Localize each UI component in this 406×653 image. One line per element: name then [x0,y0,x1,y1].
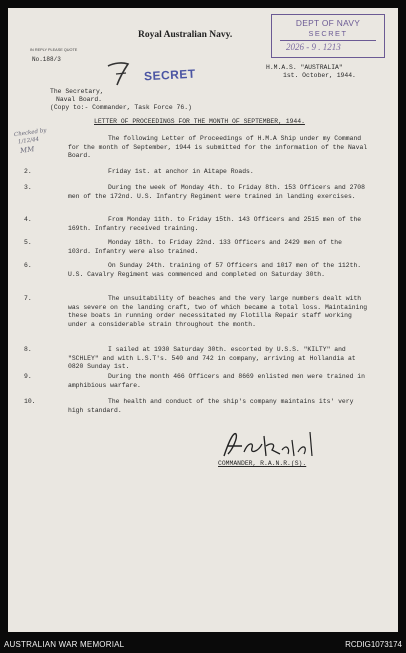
paragraph-number: 8. [24,346,32,353]
stamp-reference: 2026 - 9 . 1213 [286,42,341,52]
ship-name: H.M.A.S. "AUSTRALIA" [266,64,343,71]
stamp-line-1: DEPT OF NAVY [295,18,361,28]
handwritten-initials-mark [104,60,138,93]
paragraph-5 [24,239,368,256]
paragraph-text: During the month 466 Officers and 8669 enlisted men were trained in amphibious warfare. [68,373,365,389]
addressee-line-1: The Secretary, [50,88,104,95]
secret-stamp: SECRET [143,66,197,84]
archive-record-id: RCDIG1073174 [345,640,402,649]
paragraph-number: 10. [24,398,36,405]
paragraph-text: Friday 1st. at anchor in Aitape Roads. [108,168,254,175]
archive-name: AUSTRALIAN WAR MEMORIAL [4,640,125,649]
paragraph-2 [24,168,368,177]
paragraph-number: 9. [24,373,32,380]
reply-note: IN REPLY PLEASE QUOTE [30,48,78,52]
paragraph-text: The health and conduct of the ship's company maintains its' very high standard. [68,398,354,414]
paragraph-text: During the week of Monday 4th. to Friday 8th. 153 Officers and 2708 men of the 172nd. U.S. Infantry Regiment were trained in landing exercises. [68,184,365,200]
letterhead-title: Royal Australian Navy. [138,30,233,40]
paragraph-6 [24,262,368,279]
paragraph-3 [24,184,368,201]
paragraph-number: 4. [24,216,32,223]
addressee-line-2: Naval Board. [56,96,103,103]
paragraph-text: From Monday 11th. to Friday 15th. 143 Officers and 2515 men of the 169th. Infantry received training. [68,216,362,232]
paragraph-8 [24,346,368,372]
intro-text: The following Letter of Proceedings of H.M.A Ship under my Command for the month of September, 1944 is submitted for the information of the Naval Board. [68,135,368,160]
signature-rank: COMMANDER, R.A.N.R.(S). [218,460,307,467]
paragraph-text: I sailed at 1930 Saturday 30th. escorted by U.S.S. "KILTY" and "SCHLEY" and with L.S.T's. 540 and 742 in company, arriving at Hollandia at 0820 Sunday 1st. [68,346,356,371]
paragraph-text: The unsuitability of beaches and the very large numbers dealt with was severe on the landing craft, two of which became a total loss. Maintaining these boats in running order necessitated my Flotilla Repair staff working under a considerable strain throughout the month. [68,295,368,328]
archive-footer [0,636,406,653]
letter-date: 1st. October, 1944. [283,72,356,79]
stamp-line-2: SECRET [308,29,348,38]
reference-number: No.188/3 [32,56,61,63]
paragraph-9 [24,373,368,390]
document-page [8,8,398,632]
pencil-annotation-checked: Checked by [13,127,47,139]
pencil-annotation-date: 1/12/44 [17,136,40,146]
stamp-divider [280,40,376,41]
paragraph-number: 7. [24,295,32,302]
dept-navy-stamp [271,14,385,58]
intro-paragraph [68,135,368,161]
paragraph-7 [24,295,368,329]
addressee-copy-line: (Copy to:- Commander, Task Force 76.) [50,104,192,111]
pencil-annotation-initials: MM [19,145,35,155]
paragraph-number: 3. [24,184,32,191]
paragraph-10 [24,398,368,415]
paragraph-number: 6. [24,262,32,269]
paragraph-4 [24,216,368,233]
paragraph-text: Monday 18th. to Friday 22nd. 133 Officers and 2429 men of the 103rd. Infantry were also trained. [68,239,342,255]
paragraph-number: 5. [24,239,32,246]
paragraph-text: On Sunday 24th. training of 57 Officers and 1017 men of the 112th. U.S. Cavalry Regiment was commenced and completed on Saturday 30th. [68,262,362,278]
letter-subject: LETTER OF PROCEEDINGS FOR THE MONTH OF SEPTEMBER, 1944. [94,118,305,125]
paragraph-number: 2. [24,168,32,175]
